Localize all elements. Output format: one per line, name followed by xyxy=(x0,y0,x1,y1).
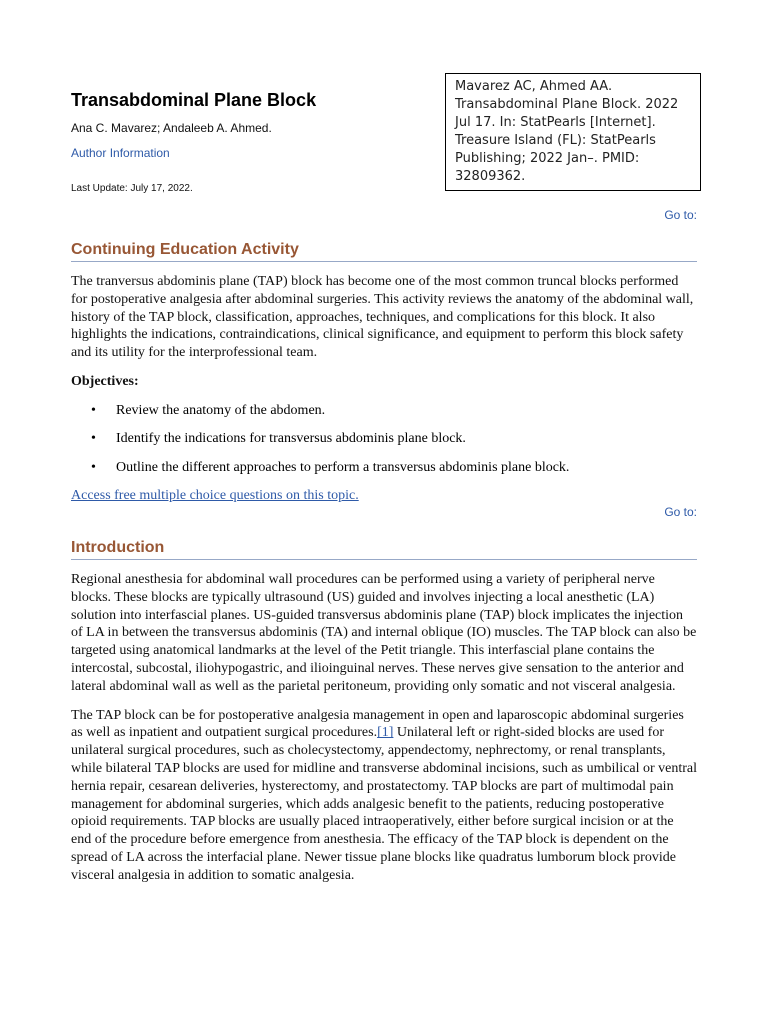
goto-link[interactable]: Go to: xyxy=(664,505,697,519)
continuing-education-paragraph: The tranversus abdominis plane (TAP) block has become one of the most common truncal blocks performed for postoperative analgesia after abdominal surgeries. This activity reviews the anatomy of the abdominal wall, history of the TAP block, classification, approaches, techniques, and complications for this block. It also highlights the indications, contraindications, clinical significance, and equipment to perform this block safety and its utility for the interprofessional team. xyxy=(71,274,694,361)
introduction-paragraph: Regional anesthesia for abdominal wall procedures can be performed using a variety of peripheral nerve blocks. These blocks are typically ultrasound (US) guided and involves injecting a local anesthetic (LA) solution into interfascial planes. US-guided transversus abdominis plane (TAP) block implicates the injection of LA in between the transversus abdominis (TA) and internal oblique (IO) muscles. The TAP block can also be targeted using anatomical landmarks at the level of the Petit triangle. This interfascial plane contains the intercostal, subcostal, iliohypogastric, and ilioinguinal nerves. These nerves give sensation to the anterior and lateral abdominal wall as well as the parietal peritoneum, providing only somatic and not visceral analgesia. xyxy=(71,572,697,694)
author-list: Ana C. Mavarez; Andaleeb A. Ahmed. xyxy=(71,121,272,135)
reference-link[interactable]: [1] xyxy=(377,725,394,741)
paragraph-text: Unilateral left or right-sided blocks are used for unilateral surgical procedures, such as cholecystectomy, appendectomy, nephrectomy, or renal transplants, while bilateral TAP blocks are used for midline and transverse abdominal incisions, such as umbilical or ventral hernia repair, cesarean deliveries, hysterectomy, and prostatectomy. TAP blocks are part of multimodal pain management for abdominal surgeries, which adds analgesic benefit to the patients, reducing postoperative opioid requirements. TAP blocks are usually placed intraoperatively, either before surgical incision or at the end of the procedure before emergence from anesthesia. The efficacy of the TAP block is dependent on the spread of LA across the interfacial plane. Newer tissue plane blocks like quadratus lumborum block provide visceral analgesia in addition to somatic analgesia. xyxy=(71,725,697,883)
objective-text: Review the anatomy of the abdomen. xyxy=(116,402,326,418)
objective-text: Outline the different approaches to perform a transversus abdominis plane block. xyxy=(116,459,570,475)
objective-item xyxy=(71,459,697,477)
mcq-link[interactable]: Access free multiple choice questions on this topic. xyxy=(71,487,359,503)
bullet-icon: • xyxy=(91,431,96,447)
bullet-icon: • xyxy=(91,402,96,418)
continuing-education-heading: Continuing Education Activity xyxy=(71,240,697,262)
objective-item xyxy=(71,402,697,420)
introduction-section xyxy=(71,538,697,885)
last-update-date: Last Update: July 17, 2022. xyxy=(71,183,193,194)
page-title: Transabdominal Plane Block xyxy=(71,90,317,110)
introduction-paragraph xyxy=(71,707,697,885)
bullet-icon: • xyxy=(91,459,96,475)
author-information-link[interactable]: Author Information xyxy=(71,146,170,160)
paragraph-text: The TAP block can be for postoperative analgesia management in open and laparoscopic abdominal surgeries as well as inpatient and outpatient surgical procedures. xyxy=(71,707,684,741)
goto-link[interactable]: Go to: xyxy=(664,208,697,222)
objective-text: Identify the indications for transversus abdominis plane block. xyxy=(116,431,466,447)
continuing-education-section xyxy=(71,240,697,505)
citation-box: Mavarez AC, Ahmed AA. Transabdominal Plane Block. 2022 Jul 17. In: StatPearls [Internet]. Treasure Island (FL): StatPearls Publishing; 2022 Jan–. PMID: 32809362. xyxy=(445,73,701,191)
introduction-heading: Introduction xyxy=(71,538,697,560)
objectives-list xyxy=(71,402,697,477)
objectives-label: Objectives: xyxy=(71,373,139,389)
objective-item xyxy=(71,430,697,448)
